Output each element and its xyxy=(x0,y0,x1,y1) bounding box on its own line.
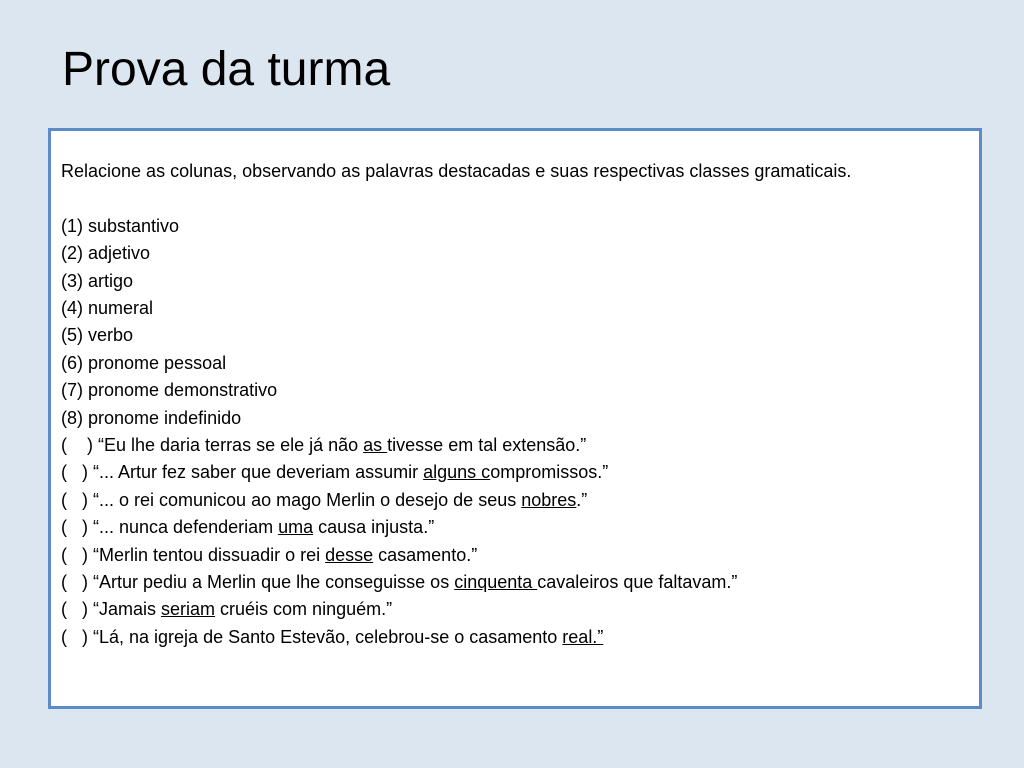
answer-blank: ( ) xyxy=(61,462,93,483)
highlighted-word: real.” xyxy=(562,626,604,647)
sentence-item xyxy=(61,514,969,541)
sentence-text: tivesse em tal extensão.” xyxy=(387,435,587,456)
option-item: (2) adjetivo xyxy=(61,243,151,264)
content-box xyxy=(48,128,982,709)
sentence-text: casamento.” xyxy=(373,544,478,565)
sentence-text: ompromissos.” xyxy=(490,462,609,483)
sentence-item xyxy=(61,542,969,569)
highlighted-word: nobres xyxy=(521,489,577,510)
option-item: (5) verbo xyxy=(61,325,134,346)
highlighted-word: cinquenta xyxy=(454,572,538,593)
answer-blank: ( ) xyxy=(61,517,93,538)
blank-line xyxy=(61,185,969,212)
highlighted-word: alguns c xyxy=(423,462,491,483)
sentence-item xyxy=(61,459,969,486)
sentence-text: cruéis com ninguém.” xyxy=(215,599,393,620)
sentence-item xyxy=(61,569,969,596)
highlighted-word: uma xyxy=(278,517,314,538)
instruction-text: Relacione as colunas, observando as palavras destacadas e suas respectivas classes gramaticais. xyxy=(61,161,852,181)
sentence-text: “... o rei comunicou ao mago Merlin o desejo de seus xyxy=(93,489,522,510)
highlighted-word: seriam xyxy=(161,599,216,620)
highlighted-word: desse xyxy=(325,544,374,565)
highlighted-word: as xyxy=(363,435,388,456)
answer-blank: ( ) xyxy=(61,489,93,510)
answer-blank: ( ) xyxy=(61,626,93,647)
sentence-text: “Artur pediu a Merlin que lhe conseguisse os xyxy=(93,572,455,593)
option-item: (1) substantivo xyxy=(61,215,180,236)
sentence-item xyxy=(61,487,969,514)
sentence-text: .” xyxy=(576,489,588,510)
sentence-text: “Lá, na igreja de Santo Estevão, celebrou-se o casamento xyxy=(93,626,563,647)
option-item: (3) artigo xyxy=(61,270,134,291)
sentence-item xyxy=(61,596,969,623)
sentence-text: “... Artur fez saber que deveriam assumir xyxy=(93,462,424,483)
option-item: (8) pronome indefinido xyxy=(61,407,242,428)
sentence-item xyxy=(61,432,969,459)
sentence-item xyxy=(61,624,969,651)
option-item: (7) pronome demonstrativo xyxy=(61,380,278,401)
option-item: (6) pronome pessoal xyxy=(61,352,227,373)
sentence-text: “... nunca defenderiam xyxy=(93,517,279,538)
sentence-text: “Jamais xyxy=(93,599,162,620)
answer-blank: ( ) xyxy=(61,435,98,456)
sentence-text: “Eu lhe daria terras se ele já não xyxy=(98,435,364,456)
sentence-text: cavaleiros que faltavam.” xyxy=(537,572,738,593)
sentence-text: “Merlin tentou dissuadir o rei xyxy=(93,544,326,565)
answer-blank: ( ) xyxy=(61,599,93,620)
slide-title: Prova da turma xyxy=(62,43,391,96)
sentence-text: causa injusta.” xyxy=(313,517,435,538)
answer-blank: ( ) xyxy=(61,544,93,565)
option-item: (4) numeral xyxy=(61,298,154,319)
answer-blank: ( ) xyxy=(61,572,93,593)
